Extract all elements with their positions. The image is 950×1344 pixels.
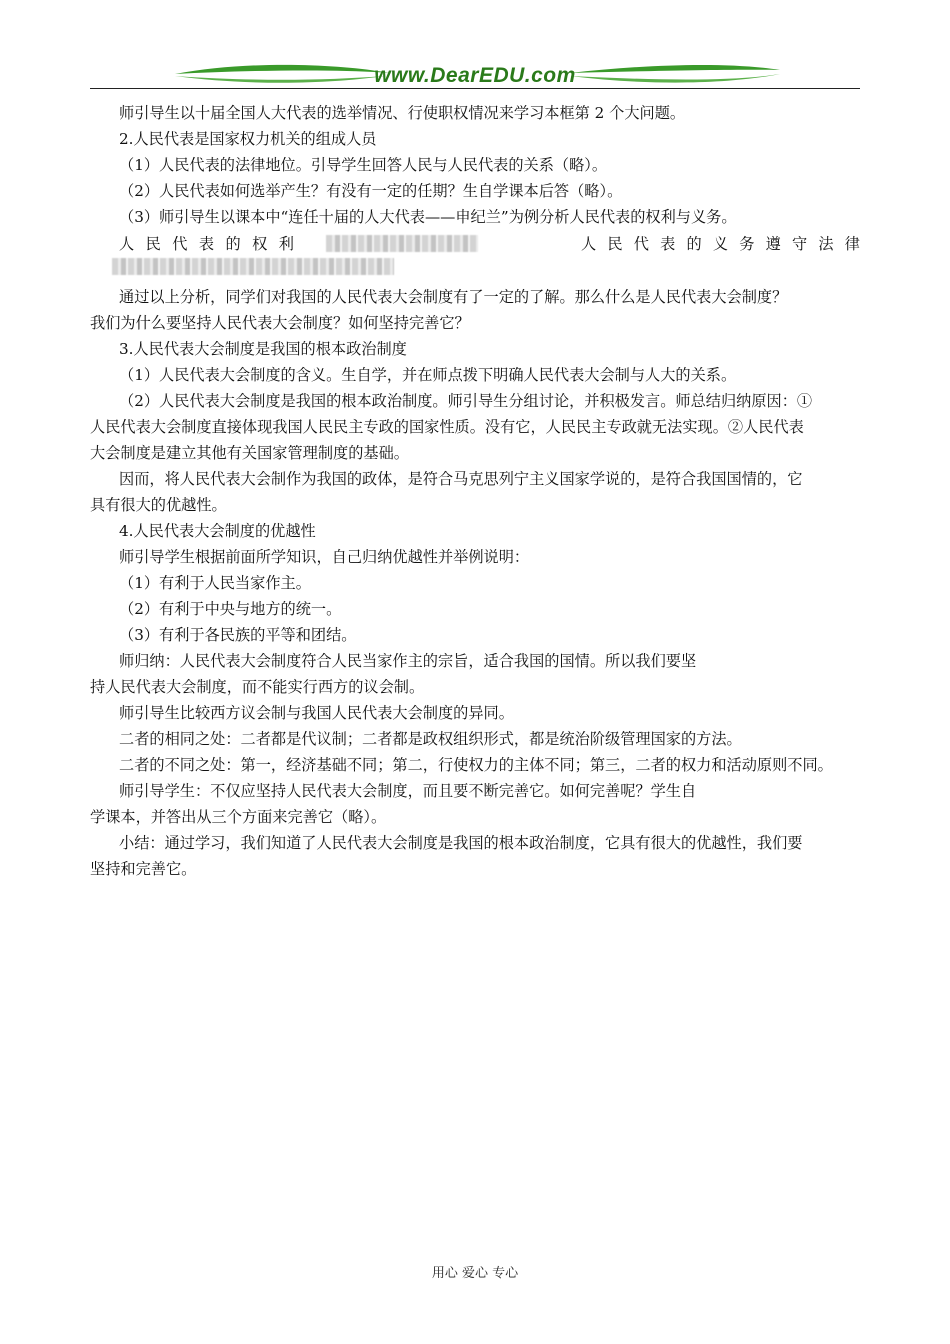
page-footer: 用心 爱心 专心 <box>431 1266 519 1281</box>
text-line: 二者的不同之处：第一，经济基础不同；第二，行使权力的主体不同；第三，二者的权力和活动原则不同。 <box>119 756 833 774</box>
text-line: 通过以上分析，同学们对我国的人民代表大会制度有了一定的了解。那么什么是人民代表大会制度？ <box>119 288 788 306</box>
text-line: 师归纳：人民代表大会制度符合人民当家作主的宗旨，适合我国的国情。所以我们要坚 <box>119 652 697 670</box>
summary-line: 坚持和完善它。 <box>90 860 197 878</box>
text-line: 人民代表大会制度直接体现我国人民民主专政的国家性质。没有它，人民民主专政就无法实现。②人民代表 <box>90 418 804 436</box>
site-logo-text: www.DearEDU.com <box>374 64 576 87</box>
text-line: （1）人民代表大会制度的含义。生自学，并在师点拨下明确人民代表大会制与人大的关系。 <box>119 366 737 384</box>
section-heading: 2.人民代表是国家权力机关的组成人员 <box>119 130 377 148</box>
text-line: 师引导生以十届全国人大代表的选举情况、行使职权情况来学习本框第 2 个大问题。 <box>119 104 686 122</box>
text-line: 我们为什么要坚持人民代表大会制度？如何坚持完善它？ <box>90 314 470 332</box>
list-item: （1）有利于人民当家作主。 <box>119 574 311 592</box>
summary-line: 小结：通过学习，我们知道了人民代表大会制度是我国的根本政治制度，它具有很大的优越性，我们要 <box>119 834 803 852</box>
text-line: 师引导生比较西方议会制与我国人民代表大会制度的异同。 <box>119 704 514 722</box>
text-line: 二者的相同之处：二者都是代议制；二者都是政权组织形式，都是统治阶级管理国家的方法。 <box>119 730 742 748</box>
text-line: 因而，将人民代表大会制作为我国的政体，是符合马克思列宁主义国家学说的，是符合我国国情的，它 <box>119 470 803 488</box>
text-line: 具有很大的优越性。 <box>90 496 227 514</box>
section-heading: 4.人民代表大会制度的优越性 <box>119 522 316 540</box>
header-rule <box>90 88 860 89</box>
list-item: （2）有利于中央与地方的统一。 <box>119 600 342 618</box>
rights-obligations-row <box>119 234 860 254</box>
text-line: （2）人民代表大会制度是我国的根本政治制度。师引导生分组讨论，并积极发言。师总结归纳原因：① <box>119 392 813 410</box>
obligations-label: 人 民 代 表 的 义 务 遵 守 法 律 <box>581 235 860 253</box>
text-line: 师引导学生根据前面所学知识，自己归纳优越性并举例说明： <box>119 548 530 566</box>
text-line: 师引导学生：不仅应坚持人民代表大会制度，而且要不断完善它。如何完善呢？学生自 <box>119 782 697 800</box>
section-heading: 3.人民代表大会制度是我国的根本政治制度 <box>119 340 407 358</box>
garbled-image-artifact <box>326 235 478 252</box>
text-line: 持人民代表大会制度，而不能实行西方的议会制。 <box>90 678 425 696</box>
text-line: （2）人民代表如何选举产生？有没有一定的任期？生自学课本后答（略）。 <box>119 182 623 200</box>
text-line: （1）人民代表的法律地位。引导学生回答人民与人民代表的关系（略）。 <box>119 156 608 174</box>
rights-label: 人 民 代 表 的 权 利 <box>119 235 294 253</box>
text-line: 大会制度是建立其他有关国家管理制度的基础。 <box>90 444 409 462</box>
text-line: （3）师引导生以课本中“连任十届的人大代表——申纪兰”为例分析人民代表的权利与义务。 <box>119 208 737 226</box>
text-line: 学课本，并答出从三个方面来完善它（略）。 <box>90 808 387 826</box>
garbled-image-artifact <box>112 258 394 275</box>
list-item: （3）有利于各民族的平等和团结。 <box>119 626 357 644</box>
